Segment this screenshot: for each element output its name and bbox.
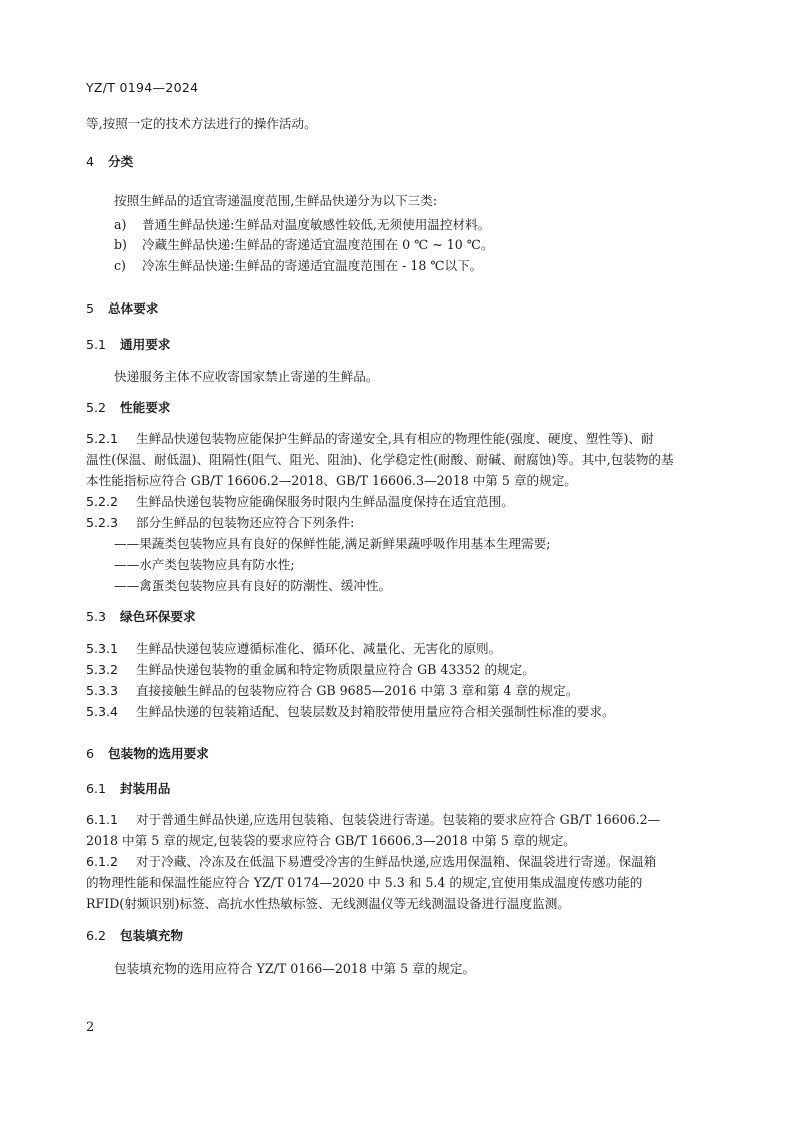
list-item-text: 冷冻生鲜品快递:生鲜品的寄递适宜温度范围在 - 18 ℃以下。	[142, 258, 483, 273]
paragraph-line: 包装填充物的选用应符合 YZ/T 0166—2018 中第 5 章的规定。	[114, 961, 476, 976]
clause-text: 生鲜品快递的包装箱适配、包装层数及封箱胶带使用量应符合相关强制性标准的要求。	[136, 704, 615, 719]
section-number: 5	[86, 301, 95, 316]
clause-6-1-1	[86, 811, 707, 829]
paragraph-line: 按照生鲜品的适宜寄递温度范围,生鲜品快递分为以下三类:	[114, 193, 438, 208]
section-number: 6.2	[86, 928, 107, 943]
clause-number: 5.3.1	[86, 641, 119, 656]
section-heading-5-3	[86, 608, 707, 626]
section-heading-5-2	[86, 399, 707, 417]
clause-number: 5.2.3	[86, 515, 119, 530]
list-item	[114, 236, 707, 254]
paragraph-line: 2018 中第 5 章的规定,包装袋的要求应符合 GB/T 16606.3—2018 中第 5 章的规定。	[86, 833, 576, 848]
section-title: 分类	[108, 154, 134, 169]
clause-text: 对于冷藏、冷冻及在低温下易遭受冷害的生鲜品快递,应选用保温箱、保温袋进行寄递。保温箱	[136, 854, 657, 869]
clause-number: 5.3.2	[86, 662, 119, 677]
list-item-text: 冷藏生鲜品快递:生鲜品的寄递适宜温度范围在 0 ℃ ~ 10 ℃。	[142, 237, 494, 252]
clause-text: 部分生鲜品的包装物还应符合下列条件:	[136, 515, 355, 530]
list-item-label: b)	[114, 237, 127, 252]
paragraph-line: 本性能指标应符合 GB/T 16606.2—2018、GB/T 16606.3—2018 中第 5 章的规定。	[86, 473, 577, 488]
clause-5-2-2	[86, 493, 707, 511]
section-title: 总体要求	[108, 301, 159, 316]
section-heading-4	[86, 153, 707, 171]
list-item-text: 普通生鲜品快递:生鲜品对温度敏感性较低,无须使用温控材料。	[142, 217, 491, 232]
list-item-label: c)	[114, 258, 126, 273]
clause-5-3-4	[86, 703, 707, 721]
section-heading-6-1	[86, 780, 707, 798]
clause-number: 5.2.2	[86, 494, 119, 509]
clause-5-2-1	[86, 430, 707, 448]
section-title: 封装用品	[120, 781, 171, 796]
section-title: 通用要求	[120, 337, 171, 352]
list-item-label: a)	[114, 217, 127, 232]
section-number: 5.2	[86, 400, 107, 415]
section-number: 6.1	[86, 781, 107, 796]
document-code: YZ/T 0194—2024	[86, 80, 199, 95]
clause-5-3-1	[86, 640, 707, 658]
dash-item: ——果蔬类包装物应具有良好的保鲜性能,满足新鲜果蔬呼吸作用基本生理需要;	[114, 536, 551, 551]
paragraph-line: 的物理性能和保温性能应符合 YZ/T 0174—2020 中 5.3 和 5.4 的规定,宜使用集成温度传感功能的	[86, 875, 643, 890]
section-number: 5.3	[86, 609, 107, 624]
clause-number: 6.1.1	[86, 812, 119, 827]
paragraph-line: 温性(保温、耐低温)、阻隔性(阻气、阻光、阻油)、化学稳定性(耐酸、耐碱、耐腐蚀)等。其中,包装物的基	[86, 452, 674, 467]
section-title: 性能要求	[120, 400, 171, 415]
section-number: 4	[86, 154, 95, 169]
section-title: 绿色环保要求	[120, 609, 196, 624]
list-item	[114, 257, 707, 275]
list-item	[114, 216, 707, 234]
paragraph-line: 等,按照一定的技术方法进行的操作活动。	[86, 116, 317, 131]
section-title: 包装物的选用要求	[108, 746, 209, 761]
page-number: 2	[86, 1020, 95, 1035]
clause-6-1-2	[86, 853, 707, 871]
clause-number: 5.3.3	[86, 683, 119, 698]
section-heading-6-2	[86, 927, 707, 945]
dash-item: ——禽蛋类包装物应具有良好的防潮性、缓冲性。	[114, 578, 392, 593]
clause-5-3-3	[86, 682, 707, 700]
clause-text: 生鲜品快递包装物的重金属和特定物质限量应符合 GB 43352 的规定。	[136, 662, 535, 677]
clause-text: 直接接触生鲜品的包装物应符合 GB 9685—2016 中第 3 章和第 4 章的规定。	[136, 683, 579, 698]
clause-text: 生鲜品快递包装物应能保护生鲜品的寄递安全,具有相应的物理性能(强度、硬度、塑性等)、耐	[136, 431, 654, 446]
clause-number: 5.3.4	[86, 704, 119, 719]
section-number: 6	[86, 746, 95, 761]
section-heading-5	[86, 300, 707, 318]
clause-text: 生鲜品快递包装物应能确保服务时限内生鲜品温度保持在适宜范围。	[136, 494, 514, 509]
paragraph-line: 快递服务主体不应收寄国家禁止寄递的生鲜品。	[114, 369, 379, 384]
section-title: 包装填充物	[120, 928, 183, 943]
clause-5-3-2	[86, 661, 707, 679]
clause-text: 生鲜品快递包装应遵循标准化、循环化、减量化、无害化的原则。	[136, 641, 502, 656]
clause-number: 6.1.2	[86, 854, 119, 869]
paragraph-line: RFID(射频识别)标签、高抗水性热敏标签、无线测温仪等无线测温设备进行温度监测。	[86, 896, 570, 911]
section-heading-5-1	[86, 336, 707, 354]
clause-5-2-3	[86, 514, 707, 532]
section-heading-6	[86, 745, 707, 763]
section-number: 5.1	[86, 337, 107, 352]
dash-item: ——水产类包装物应具有防水性;	[114, 557, 295, 572]
clause-number: 5.2.1	[86, 431, 119, 446]
clause-text: 对于普通生鲜品快递,应选用包装箱、包装袋进行寄递。包装箱的要求应符合 GB/T 16606.2—	[136, 812, 661, 827]
